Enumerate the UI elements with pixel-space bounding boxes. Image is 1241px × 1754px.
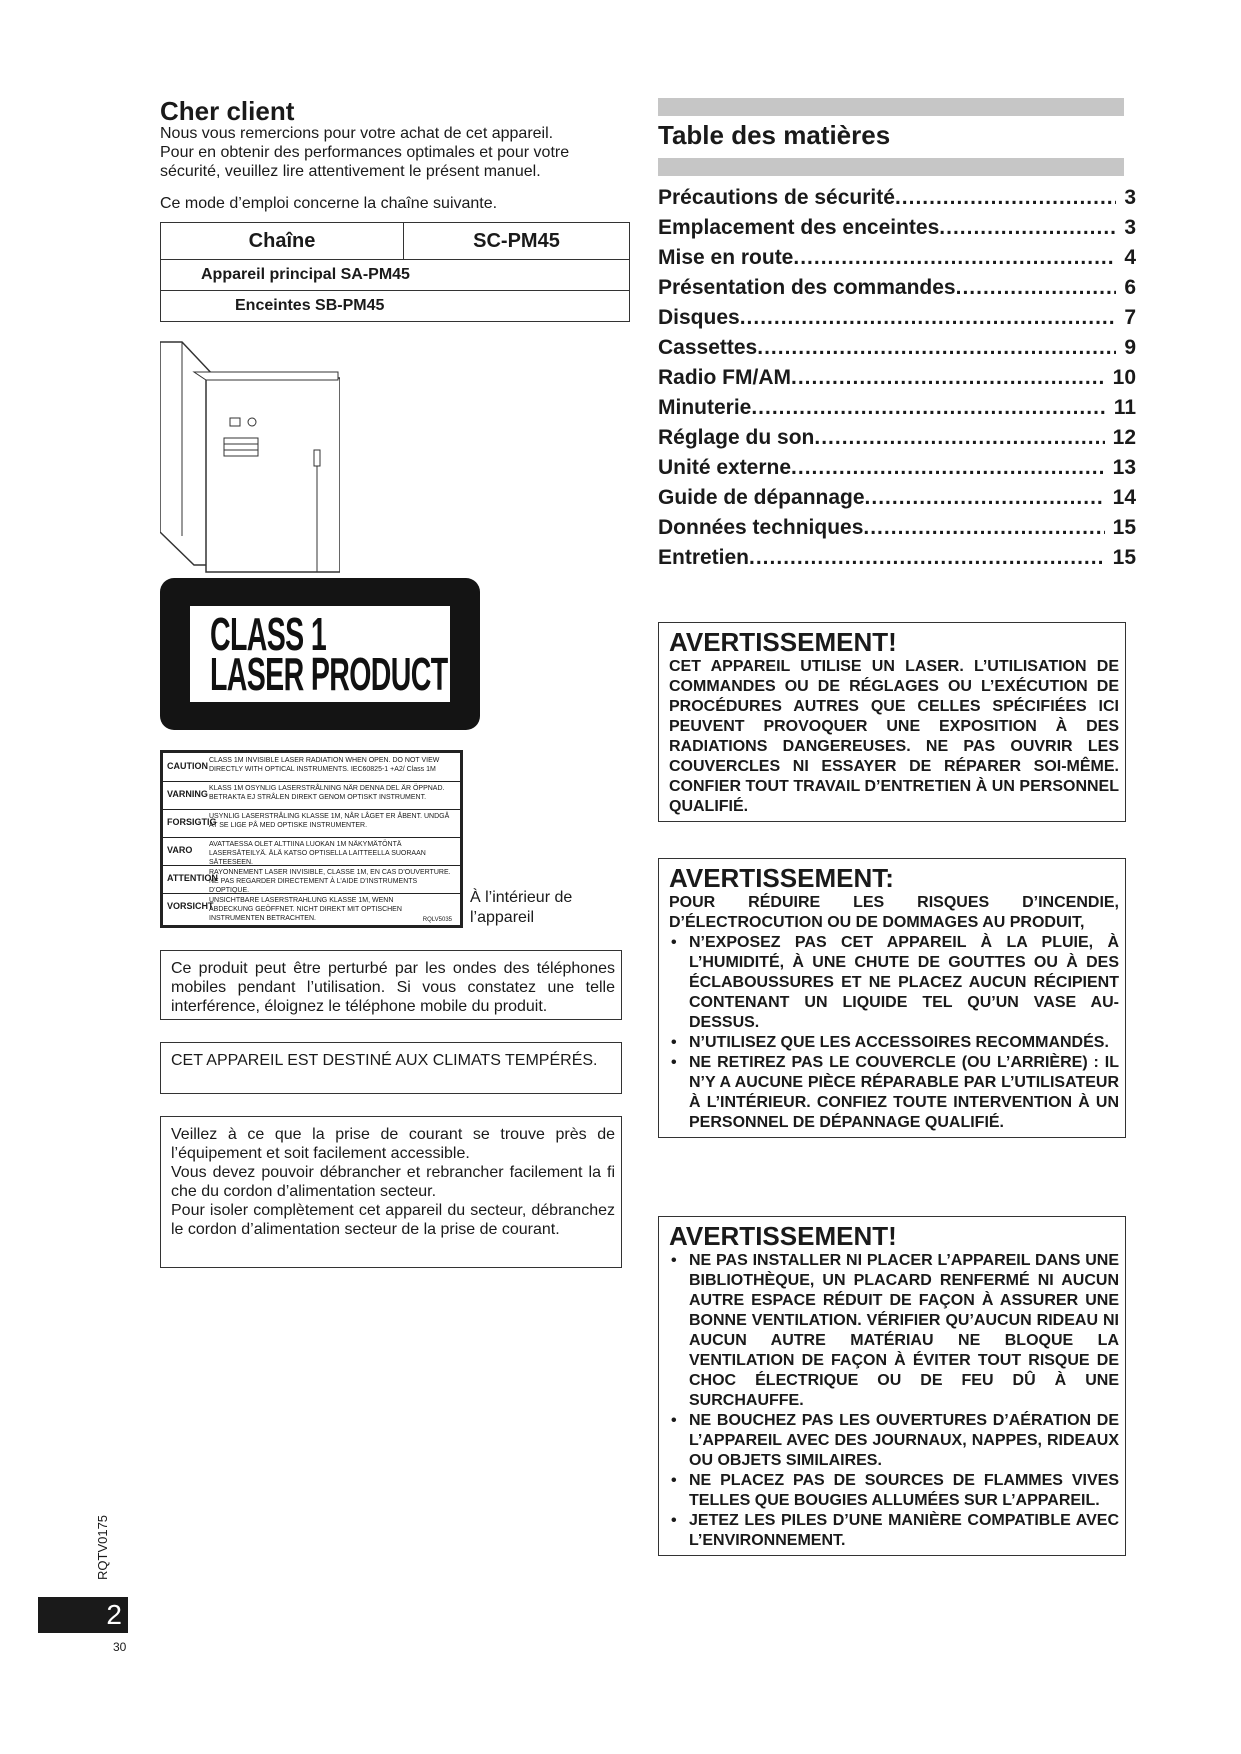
table-of-contents xyxy=(658,183,1136,573)
table-row-speakers: Enceintes SB-PM45 xyxy=(161,291,630,322)
table-row-main-unit: Appareil principal SA-PM45 xyxy=(161,260,630,291)
power-para-3: Pour isoler complètement cet appareil du secteur, débranchez le cordon d’alimentation secteur de la prise de courant. xyxy=(171,1202,615,1238)
toc-entry[interactable]: Réglage du son ..... 12 xyxy=(658,423,1136,453)
intro-line-1: Nous vous remercions pour votre achat de cet appareil. xyxy=(160,125,554,142)
caution-key: VORSICHT xyxy=(167,901,214,911)
warning-intro: POUR RÉDUIRE LES RISQUES D’INCENDIE, D’ÉLECTROCUTION OU DE DOMMAGES AU PRODUIT, xyxy=(669,894,1119,931)
table-header-model: SC-PM45 xyxy=(404,223,630,260)
caution-row xyxy=(163,893,460,921)
toc-entry[interactable]: Minuterie ..... 11 xyxy=(658,393,1136,423)
caution-row xyxy=(163,865,460,894)
caution-text: AVATTAESSA OLET ALTTIINA LUOKAN 1M NÄKYMÄTÖNTÄ LASERSÄTEILYÄ. ÄLÄ KATSO OPTISELLA LAITTEELLA SUORAAN SÄTEESEEN. xyxy=(209,841,426,866)
laser-warning-box xyxy=(658,622,1126,822)
laser-label-line1: CLASS 1 xyxy=(210,608,327,660)
page-number: 2 xyxy=(38,1597,128,1633)
model-intro: Ce mode d’emploi concerne la chaîne suivante. xyxy=(160,195,498,212)
toc-entry[interactable]: Cassettes ..... 9 xyxy=(658,333,1136,363)
warning-item: • NE PLACEZ PAS DE SOURCES DE FLAMMES VIVES TELLES QUE BOUGIES ALLUMÉES SUR L’APPAREIL. xyxy=(669,1471,1119,1511)
warning-item: • N’EXPOSEZ PAS CET APPAREIL À LA PLUIE, À L’HUMIDITÉ, À UNE CHUTE DE GOUTTES OU À DES ÉCLABOUSSURES ET NE PLACEZ AUCUN RÉCIPIENT CONTENANT UN LIQUIDE TEL QU’UN VASE AU-DESSUS. xyxy=(669,933,1119,1033)
toc-entry[interactable]: Guide de dépannage ..... 14 xyxy=(658,483,1136,513)
toc-top-bar xyxy=(658,98,1124,116)
caution-row xyxy=(163,753,460,782)
warning-item: • NE BOUCHEZ PAS LES OUVERTURES D’AÉRATION DE L’APPAREIL AVEC DES JOURNAUX, NAPPES, RIDEAUX OU OBJETS SIMILAIRES. xyxy=(669,1411,1119,1471)
toc-entry[interactable]: Données techniques ..... 15 xyxy=(658,513,1136,543)
toc-bottom-bar xyxy=(658,158,1124,176)
caution-key: CAUTION xyxy=(167,761,208,771)
caution-text: RAYONNEMENT LASER INVISIBLE, CLASSE 1M, EN CAS D’OUVERTURE. NE PAS REGARDER DIRECTEMENT À L’AIDE D’INSTRUMENTS D’OPTIQUE. xyxy=(209,869,451,894)
class1-laser-label xyxy=(160,578,480,730)
caution-row xyxy=(163,781,460,810)
interior-caption: À l’intérieur de l’appareil xyxy=(470,889,573,926)
phone-interference-box: Ce produit peut être perturbé par les ondes des téléphones mobiles pendant l’utilisation. Si vous constatez une telle interférence, éloignez le téléphone mobile du produit. xyxy=(160,950,622,1020)
toc-title: Table des matières xyxy=(658,120,891,150)
power-para-2: Vous devez pouvoir débrancher et rebrancher facilement la fi che du cordon d’alimentation secteur. xyxy=(171,1164,615,1200)
power-outlet-box xyxy=(160,1116,622,1268)
warning-title: AVERTISSEMENT: xyxy=(669,863,894,893)
caution-plate-code: RQLV5035 xyxy=(422,917,452,923)
toc-entry[interactable]: Radio FM/AM ..... 10 xyxy=(658,363,1136,393)
caution-text: USYNLIG LASERSTRÅLING KLASSE 1M, NÅR LÅGET ER ÅBENT. UNDGÅ AT SE LIGE PÅ MED OPTISKE INSTRUMENTER. xyxy=(209,813,450,829)
toc-entry[interactable]: Emplacement des enceintes ..... 3 xyxy=(658,213,1136,243)
caution-text: KLASS 1M OSYNLIG LASERSTRÅLNING NÄR DENNA DEL ÄR ÖPPNAD. BETRAKTA EJ STRÅLEN DIREKT GENOM OPTISKT INSTRUMENT. xyxy=(209,785,445,801)
toc-entry[interactable]: Disques ..... 7 xyxy=(658,303,1136,333)
caution-key: FORSIGTIG xyxy=(167,817,217,827)
caution-key: VARO xyxy=(167,845,193,855)
table-header-chaine: Chaîne xyxy=(161,223,404,260)
toc-entry[interactable]: Présentation des commandes ..... 6 xyxy=(658,273,1136,303)
caution-row xyxy=(163,837,460,866)
climate-box: CET APPAREIL EST DESTINÉ AUX CLIMATS TEMPÉRÉS. xyxy=(160,1042,622,1094)
page-sub-number: 30 xyxy=(113,1640,127,1654)
electrical-warning-box xyxy=(658,858,1126,1138)
warning-item: • NE PAS INSTALLER NI PLACER L’APPAREIL DANS UNE BIBLIOTHÈQUE, UN PLACARD RENFERMÉ NI AUCUN AUTRE ESPACE RÉDUIT DE FAÇON À ASSURER UNE BONNE VENTILATION. VÉRIFIER QU’AUCUN RIDEAU NI AUCUN AUTRE MATÉRIAU NE BLOQUE LA VENTILATION DE FAÇON À ÉVITER TOUT RISQUE DE CHOC ÉLECTRIQUE OU DE FEU DÛ À UNE SURCHAUFFE. xyxy=(669,1251,1119,1411)
ventilation-warning-box xyxy=(658,1216,1126,1556)
caution-key: VARNING xyxy=(167,789,208,799)
caution-text: UNSICHTBARE LASERSTRAHLUNG KLASSE 1M, WENN ABDECKUNG GEÖFFNET. NICHT DIREKT MIT OPTISCHEN INSTRUMENTEN BETRACHTEN. xyxy=(209,897,402,922)
caution-row xyxy=(163,809,460,838)
warning-item: • N’UTILISEZ QUE LES ACCESSOIRES RECOMMANDÉS. xyxy=(669,1033,1119,1053)
caution-key: ATTENTION xyxy=(167,873,218,883)
warning-text: CET APPAREIL UTILISE UN LASER. L’UTILISATION DE COMMANDES OU DE RÉGLAGES OU L’EXÉCUTION DE PROCÉDURES AUTRES QUE CELLES SPÉCIFIÉES ICI PEUVENT PROVOQUER UNE EXPOSITION À DES RADIATIONS DANGEREUSES. NE PAS OUVRIR LES COUVERCLES NI ESSAYER DE RÉPARER SOI-MÊME. CONFIER TOUT TRAVAIL D’ENTRETIEN À UN PERSONNEL QUALIFIÉ. xyxy=(669,658,1119,815)
intro-line-3: sécurité, veuillez lire attentivement le présent manuel. xyxy=(160,163,541,180)
toc-entry[interactable]: Unité externe ..... 13 xyxy=(658,453,1136,483)
warning-item: • JETEZ LES PILES D’UNE MANIÈRE COMPATIBLE AVEC L’ENVIRONNEMENT. xyxy=(669,1511,1119,1551)
page-title: Cher client xyxy=(160,96,295,126)
power-para-1: Veillez à ce que la prise de courant se trouve près de l’équipement et soit facilement accessible. xyxy=(171,1126,615,1162)
laser-caution-plate xyxy=(160,750,463,928)
toc-entry[interactable]: Précautions de sécurité ..... 3 xyxy=(658,183,1136,213)
warning-title: AVERTISSEMENT! xyxy=(669,1221,897,1251)
warning-item: • NE RETIREZ PAS LE COUVERCLE (OU L’ARRIÈRE) : IL N’Y A AUCUNE PIÈCE RÉPARABLE PAR L’UTILISATEUR À L’INTÉRIEUR. CONFIEZ TOUTE INTERVENTION À UN PERSONNEL DE DÉPANNAGE QUALIFIÉ. xyxy=(669,1053,1119,1133)
caution-text: CLASS 1M INVISIBLE LASER RADIATION WHEN OPEN. DO NOT VIEW DIRECTLY WITH OPTICAL INSTRUMENTS. IEC60825-1 +A2/ Class 1M xyxy=(209,757,440,773)
document-code: RQTV0175 xyxy=(95,1514,110,1580)
toc-entry[interactable]: Entretien ..... 15 xyxy=(658,543,1136,573)
intro-line-2: Pour en obtenir des performances optimales et pour votre xyxy=(160,144,570,161)
laser-label-line2: LASER PRODUCT xyxy=(210,648,448,700)
cabinet-illustration xyxy=(160,340,340,575)
toc-entry[interactable]: Mise en route ..... 4 xyxy=(658,243,1136,273)
model-table xyxy=(160,222,630,322)
warning-title: AVERTISSEMENT! xyxy=(669,627,897,657)
